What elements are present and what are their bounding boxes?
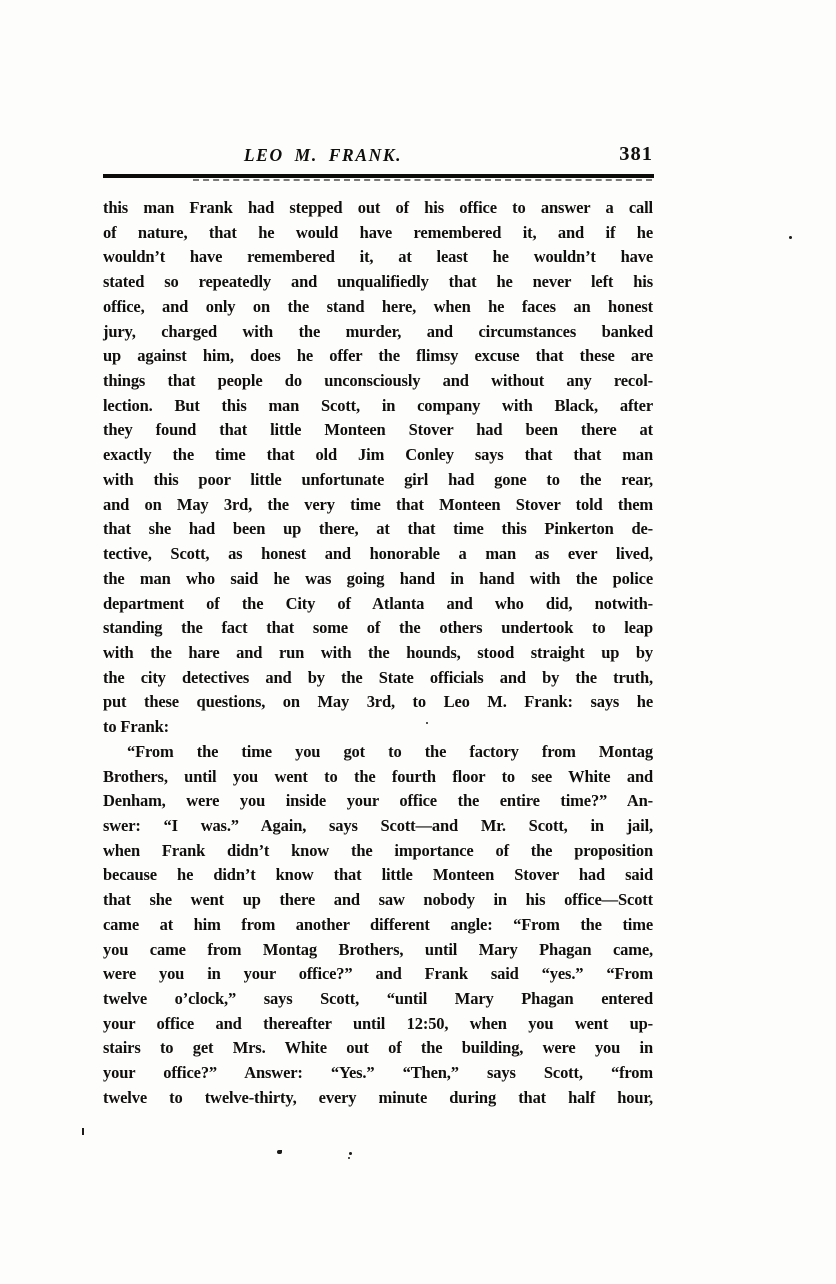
scan-artifact [789,236,792,239]
text-line: they found that little Monteen Stover had been there at [103,420,653,440]
text-line: wouldn’t have remembered it, at least he wouldn’t have [103,247,653,267]
text-line: because he didn’t know that little Monteen Stover had said [103,865,653,885]
text-line: office, and only on the stand here, when he faces an honest [103,296,653,316]
text-line: with this poor little unfortunate girl had gone to the rear, [103,469,653,489]
header-rule [103,174,654,178]
text-line: came at him from another different angle: “From the time [103,914,653,934]
paragraph [103,740,653,1111]
text-line: exactly the time that old Jim Conley says that that man [103,445,653,465]
text-line: lection. But this man Scott, in company with Black, after [103,395,653,415]
running-title: LEO M. FRANK. [243,145,403,165]
scan-artifact [348,1157,350,1159]
text-line: jury, charged with the murder, and circumstances banked [103,321,653,341]
scan-artifact [277,1150,282,1154]
text-line: your office and thereafter until 12:50, when you went up- [103,1013,653,1033]
text-line: that she had been up there, at that time this Pinkerton de- [103,519,653,539]
text-line: stated so repeatedly and unqualifiedly that he never left his [103,272,653,292]
text-line: “From the time you got to the factory from Montag [127,741,653,761]
text-line: department of the City of Atlanta and who did, notwith- [103,593,653,613]
paragraph [103,196,653,740]
text-line: the city detectives and by the State officials and by the truth, [103,667,653,687]
text-line: Brothers, until you went to the fourth floor to see White and [103,766,653,786]
text-line: tective, Scott, as honest and honorable a man as ever lived, [103,544,653,564]
scan-artifact [349,1152,352,1155]
text-line: to Frank: [103,717,170,737]
text-line: that she went up there and saw nobody in his office—Scott [103,890,653,910]
text-line: put these questions, on May 3rd, to Leo M. Frank: says he [103,692,653,712]
text-line: Denham, were you inside your office the entire time?” An- [103,791,653,811]
text-line: twelve to twelve-thirty, every minute during that half hour, [103,1087,653,1107]
page-body [103,196,653,1111]
scan-artifact [426,722,428,724]
text-line: twelve o’clock,” says Scott, “until Mary Phagan entered [103,989,653,1008]
text-line: were you in your office?” and Frank said “yes.” “From [103,964,653,984]
text-line: stairs to get Mrs. White out of the building, were you in [103,1038,653,1058]
running-header [103,143,653,171]
text-line: this man Frank had stepped out of his office to answer a call [103,198,653,217]
text-line: of nature, that he would have remembered it, and if he [103,222,653,242]
text-line: with the hare and run with the hounds, stood straight up by [103,642,653,662]
text-line: you came from Montag Brothers, until Mary Phagan came, [103,939,653,959]
page-number: 381 [619,143,653,165]
text-line: standing the fact that some of the others undertook to leap [103,618,653,638]
scan-artifact [82,1128,84,1135]
text-line: up against him, does he offer the flimsy excuse that these are [103,346,653,366]
text-line: your office?” Answer: “Yes.” “Then,” says Scott, “from [103,1063,653,1083]
text-line: things that people do unconsciously and without any recol- [103,371,653,391]
text-line: swer: “I was.” Again, says Scott—and Mr. Scott, in jail, [103,815,653,835]
text-line: and on May 3rd, the very time that Monteen Stover told them [103,494,653,514]
text-line: when Frank didn’t know the importance of the proposition [103,840,653,860]
text-line: the man who said he was going hand in hand with the police [103,568,653,588]
